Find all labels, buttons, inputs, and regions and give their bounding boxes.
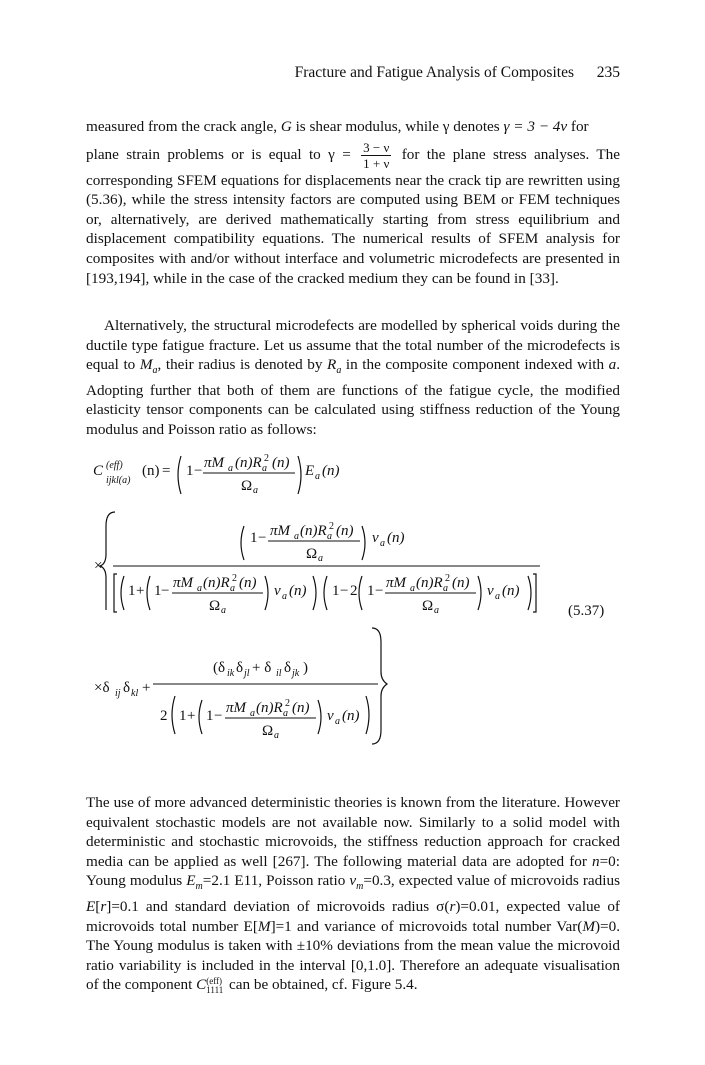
svg-text:ν: ν <box>372 530 379 546</box>
svg-text:a: a <box>495 591 500 602</box>
paragraph-1: measured from the crack angle, G is shear modulus, while γ denotes γ = 3 − 4ν for plane strain problems or is equal to γ = $\frac{3 - \nu}{1 + \nu}$ for the plane stress analyses. The corresponding SFEM equations for displacements near the crack tip are rewritten using (5.36), while the stress intensity factors are computed using BEM or FEM techniques or, alternatively, are derived mathematically starting from stress equilibrium and displacement compatibility equations. The numerical results of SFEM analysis for composites with and/or without interface and volumetric microdefects are presented in [193,194], while in the case of the cracked medium they can be found in [33]. <box>86 118 620 287</box>
svg-text:(eff): (eff) <box>106 460 123 471</box>
svg-text:(δ: (δ <box>213 660 226 676</box>
svg-text:×δ: ×δ <box>94 680 110 696</box>
svg-text:πM: πM <box>226 700 247 716</box>
running-title: Fracture and Fatigue Analysis of Composites <box>294 64 574 81</box>
svg-text:a: a <box>230 583 235 594</box>
svg-text:1: 1 <box>128 583 136 599</box>
svg-text:(n)R: (n)R <box>256 700 283 716</box>
svg-text:(n): (n) <box>336 523 354 539</box>
paragraph-3: The use of more advanced deterministic theories is known from the literature. However equivalent stochastic models are not available now. Similarly to a solid model with deterministic and stochastic microvoids, the stiffness reduction approach for cracked media can be applied as well [267]. The following material data are adopted for n=0: Young modulus $E_m=2.1$ E11, Poisson ratio $\nu_m=0.3$, expected value of microvoids radius E[r]=0.1 and standard deviation of microvoids radius σ(r)=0.01, expected value of microvoids total number E[M]=1 and variance of microvoids total number Var(M)=0. The Young modulus is taken with ±10% deviations from the mean value the microvoid ratio variability is included in the interval [0,1.0]. Therefore an adequate visualisation of the component C (eff) 1111 can be obtained, cf. Figure 5.4. <box>86 794 621 995</box>
svg-text:1: 1 <box>250 530 258 546</box>
svg-text:(5.37): (5.37) <box>568 603 605 619</box>
running-header <box>86 64 620 84</box>
svg-text:a: a <box>434 605 439 616</box>
svg-text:−: − <box>258 530 267 546</box>
svg-text:δ: δ <box>236 660 244 676</box>
svg-text:(n): (n) <box>289 583 307 599</box>
svg-text:a: a <box>221 605 226 616</box>
svg-text:(n): (n) <box>292 700 310 716</box>
svg-text:jl: jl <box>244 668 250 679</box>
svg-text:(n): (n) <box>239 575 257 591</box>
svg-text:(n)R: (n)R <box>235 455 262 471</box>
svg-text:(n): (n) <box>387 530 405 546</box>
svg-text:πM: πM <box>173 575 194 591</box>
svg-text:a: a <box>250 708 255 719</box>
svg-text:2: 2 <box>445 573 450 584</box>
svg-text:kl: kl <box>131 688 139 699</box>
svg-text:(n)R: (n)R <box>203 575 230 591</box>
svg-text:(n)R: (n)R <box>416 575 443 591</box>
svg-text:ij: ij <box>115 688 121 699</box>
svg-text:2: 2 <box>232 573 237 584</box>
svg-text:a: a <box>335 716 340 727</box>
svg-text:a: a <box>262 463 267 474</box>
svg-text:a: a <box>228 463 233 474</box>
page-number: 235 <box>596 64 620 81</box>
svg-text:1: 1 <box>367 583 375 599</box>
svg-text:Ω: Ω <box>209 598 221 614</box>
svg-text:a: a <box>283 708 288 719</box>
svg-text:a: a <box>318 553 323 564</box>
svg-text:1: 1 <box>179 708 187 724</box>
fraction: $\frac{3 - \nu}{1 + \nu}$ <box>363 139 390 171</box>
svg-text:δ: δ <box>123 680 131 696</box>
svg-text:−: − <box>194 463 203 479</box>
svg-text:a: a <box>282 591 287 602</box>
svg-text:(n): (n) <box>502 583 520 599</box>
svg-text:2: 2 <box>350 583 358 599</box>
svg-text:(n): (n) <box>142 463 160 479</box>
svg-text:1: 1 <box>186 463 194 479</box>
svg-text:2: 2 <box>160 708 168 724</box>
svg-text:E: E <box>305 463 315 479</box>
svg-text:−: − <box>214 708 223 724</box>
svg-text:Ω: Ω <box>422 598 434 614</box>
svg-text:ν: ν <box>274 583 281 599</box>
svg-text:il: il <box>276 668 282 679</box>
svg-text:=: = <box>162 463 171 479</box>
svg-text:1: 1 <box>154 583 162 599</box>
svg-text:+: + <box>187 708 196 724</box>
svg-text:ν: ν <box>487 583 494 599</box>
svg-text:2: 2 <box>264 453 269 464</box>
svg-text:a: a <box>327 531 332 542</box>
svg-text:): ) <box>303 660 308 676</box>
svg-text:a: a <box>197 583 202 594</box>
svg-text:(n): (n) <box>272 455 290 471</box>
svg-text:−: − <box>340 583 349 599</box>
equation-5-37 <box>0 430 705 760</box>
svg-text:ν: ν <box>327 708 334 724</box>
svg-text:(n): (n) <box>342 708 360 724</box>
svg-text:a: a <box>315 471 320 482</box>
svg-text:(n): (n) <box>322 463 340 479</box>
svg-text:+: + <box>136 583 145 599</box>
svg-text:1: 1 <box>332 583 340 599</box>
svg-text:(n): (n) <box>452 575 470 591</box>
svg-text:πM: πM <box>204 455 225 471</box>
svg-text:δ: δ <box>284 660 292 676</box>
svg-text:ik: ik <box>227 668 235 679</box>
svg-text:+ δ: + δ <box>252 660 272 676</box>
svg-text:a: a <box>274 730 279 741</box>
svg-text:a: a <box>294 531 299 542</box>
svg-text:C: C <box>93 463 104 479</box>
svg-text:+: + <box>142 680 151 696</box>
svg-text:a: a <box>410 583 415 594</box>
svg-text:−: − <box>375 583 384 599</box>
svg-text:a: a <box>380 538 385 549</box>
svg-text:Ω: Ω <box>241 478 253 494</box>
svg-text:×: × <box>94 558 103 574</box>
svg-text:Ω: Ω <box>306 546 318 562</box>
svg-text:1: 1 <box>206 708 214 724</box>
svg-text:ijkl(a): ijkl(a) <box>106 475 131 486</box>
svg-text:−: − <box>161 583 170 599</box>
svg-text:2: 2 <box>329 521 334 532</box>
svg-text:a: a <box>253 485 258 496</box>
svg-text:a: a <box>443 583 448 594</box>
svg-text:2: 2 <box>285 698 290 709</box>
svg-text:(n)R: (n)R <box>300 523 327 539</box>
svg-text:jk: jk <box>292 668 300 679</box>
svg-text:Ω: Ω <box>262 723 274 739</box>
paragraph-2: Alternatively, the structural microdefects are modelled by spherical voids during the ductile type fatigue fracture. Let us assume that the total number of the microdefects is equal to $M_a$, their radius is denoted by $R_a$ in the composite component indexed with a. Adopting further that both of them are functions of the fatigue cycle, the modified elasticity tensor components can be calculated using stiffness reduction of the Young modulus and Poisson ratio as follows: <box>86 317 621 438</box>
svg-text:πM: πM <box>386 575 407 591</box>
svg-text:πM: πM <box>270 523 291 539</box>
